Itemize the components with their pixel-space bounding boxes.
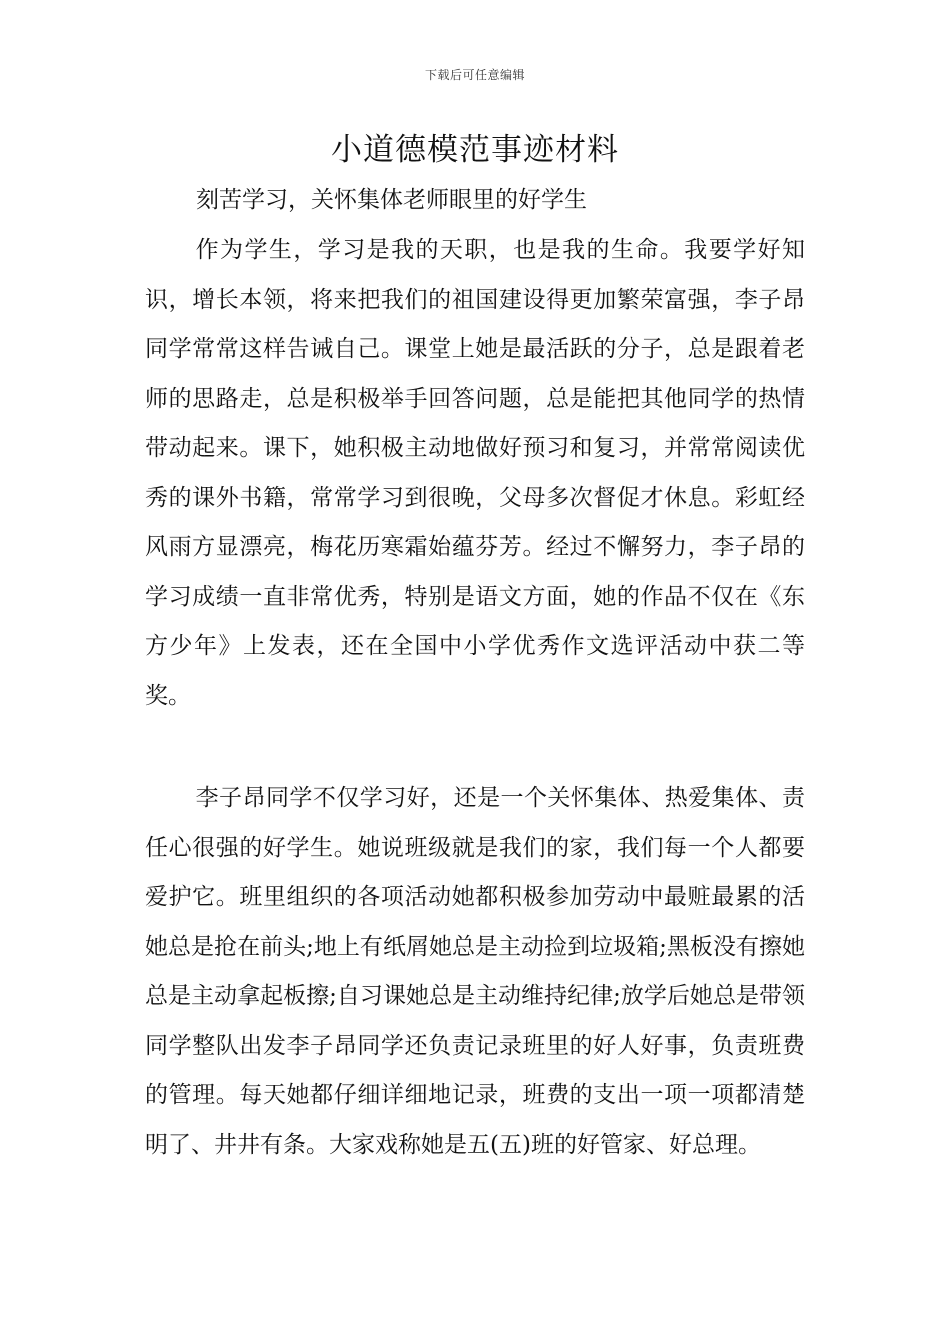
body-paragraph-2: 李子昂同学不仅学习好，还是一个关怀集体、热爱集体、责任心很强的好学生。她说班级就是我们的家，我们每一个人都要爱护它。班里组织的各项活动她都积极参加劳动中最赃最累的活她总是抢在前头;地上有纸屑她总是主动捡到垃圾箱;黑板没有擦她总是主动拿起板擦;自习课她总是主动维持纪律;放学后她总是带领同学整队出发李子昂同学还负责记录班里的好人好事，负责班费的管理。每天她都仔细详细地记录，班费的支出一项一项都清楚明了、井井有条。大家戏称她是五(五)班的好管家、好总理。 [145, 785, 805, 1158]
header-note: 下载后可任意编辑 [424, 68, 525, 82]
document-subtitle: 刻苦学习，关怀集体老师眼里的好学生 [196, 187, 587, 213]
document-title: 小道德模范事迹材料 [331, 132, 619, 168]
body-paragraph-1: 作为学生，学习是我的天职，也是我的生命。我要学好知识，增长本领，将来把我们的祖国建设得更加繁荣富强，李子昂同学常常这样告诫自己。课堂上她是最活跃的分子，总是跟着老师的思路走，总是积极举手回答问题，总是能把其他同学的热情带动起来。课下，她积极主动地做好预习和复习，并常常阅读优秀的课外书籍，常常学习到很晚，父母多次督促才休息。彩虹经风雨方显漂亮，梅花历寒霜始蕴芬芳。经过不懈努力，李子昂的学习成绩一直非常优秀，特别是语文方面，她的作品不仅在《东方少年》上发表，还在全国中小学优秀作文选评活动中获二等奖。 [145, 237, 805, 709]
